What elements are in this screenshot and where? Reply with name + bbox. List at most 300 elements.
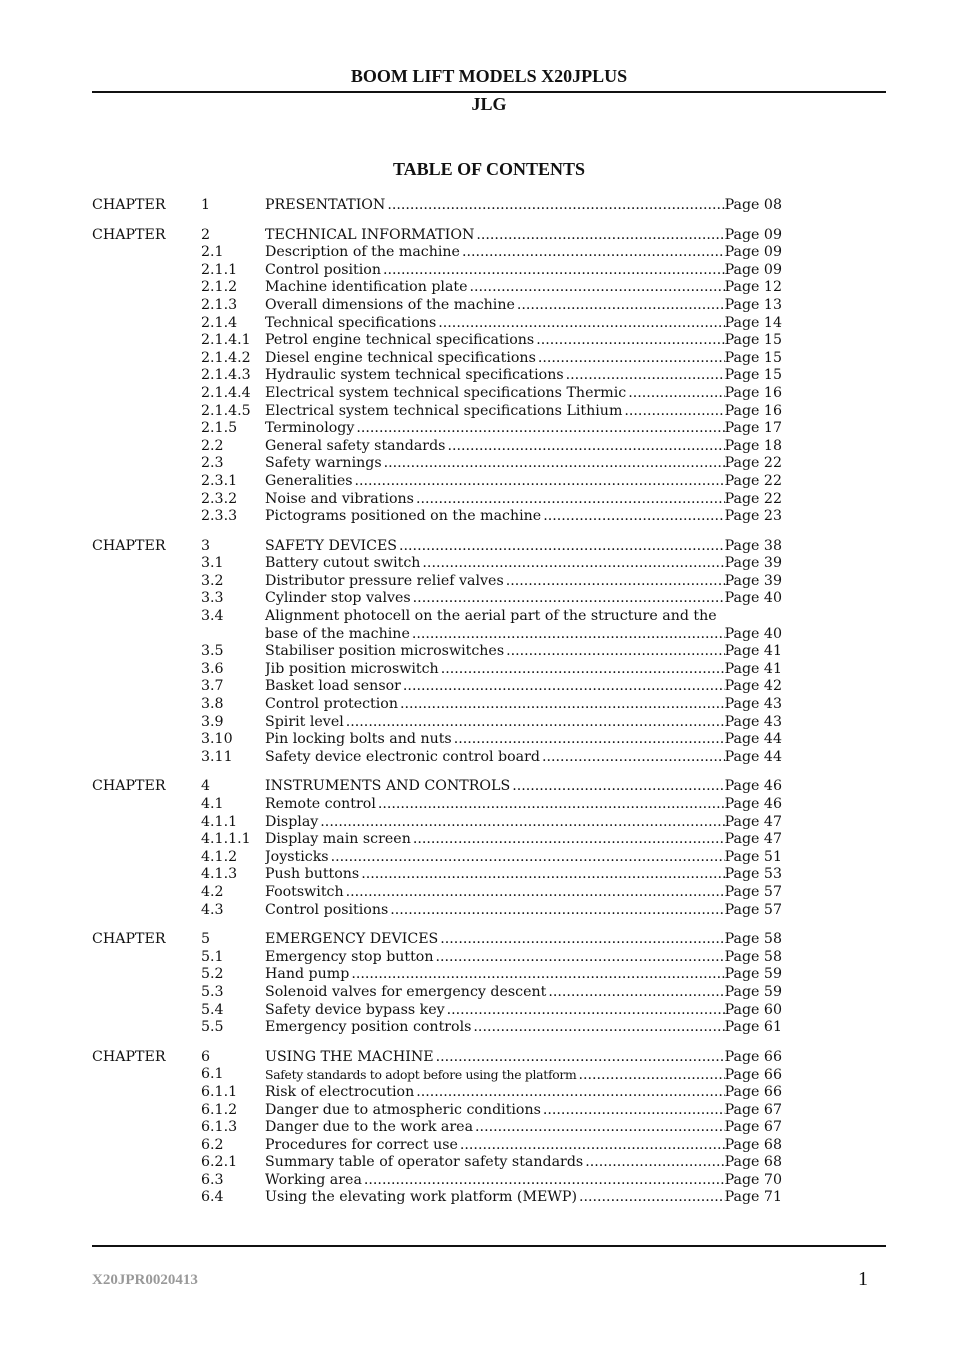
toc-entry[interactable] bbox=[92, 1066, 792, 1084]
dot-leader bbox=[383, 262, 725, 280]
page-reference: Page 40 bbox=[724, 590, 782, 607]
toc-entry[interactable] bbox=[92, 1137, 792, 1155]
toc-entry[interactable] bbox=[92, 197, 792, 215]
section-title: Noise and vibrations bbox=[265, 490, 414, 507]
entry-body bbox=[265, 197, 782, 215]
chapter-label: CHAPTER bbox=[92, 537, 166, 554]
section-number: 1 bbox=[201, 197, 211, 213]
entry-body bbox=[265, 778, 782, 796]
entry-body bbox=[265, 438, 782, 456]
dot-leader bbox=[470, 279, 725, 297]
entry-line bbox=[265, 626, 782, 644]
section-title: Battery cutout switch bbox=[265, 555, 421, 572]
toc-chapter bbox=[92, 778, 792, 919]
toc-entry[interactable] bbox=[92, 332, 792, 350]
toc-chapter bbox=[92, 227, 792, 526]
page-reference: Page 68 bbox=[724, 1136, 782, 1153]
toc-entry[interactable] bbox=[92, 227, 792, 245]
entry-line bbox=[265, 643, 782, 661]
page-reference: Page 40 bbox=[724, 625, 782, 642]
section-number: 3.4 bbox=[201, 608, 224, 625]
dot-leader bbox=[506, 643, 724, 661]
entry-line bbox=[265, 984, 782, 1002]
entry-line bbox=[265, 796, 782, 814]
entry-body bbox=[265, 279, 782, 297]
entry-line bbox=[265, 590, 782, 608]
entry-body bbox=[265, 508, 782, 526]
toc-entry[interactable] bbox=[92, 696, 792, 714]
section-title: Danger due to atmospheric conditions bbox=[265, 1101, 541, 1118]
toc-entry[interactable] bbox=[92, 367, 792, 385]
dot-leader bbox=[351, 966, 724, 984]
entry-body bbox=[265, 590, 782, 608]
section-title: Safety standards to adopt before using the platform bbox=[265, 1067, 577, 1083]
section-number: 3.1 bbox=[201, 555, 224, 572]
entry-line bbox=[265, 227, 782, 245]
entry-line bbox=[265, 491, 782, 509]
section-title: Overall dimensions of the machine bbox=[265, 296, 515, 313]
section-number: 2.1.2 bbox=[201, 279, 238, 296]
entry-body bbox=[265, 1154, 782, 1172]
section-title: Description of the machine bbox=[265, 244, 460, 261]
dot-leader bbox=[355, 473, 725, 491]
entry-body bbox=[265, 244, 782, 262]
section-number: 3.8 bbox=[201, 696, 224, 713]
toc-entry[interactable] bbox=[92, 984, 792, 1002]
dot-leader bbox=[475, 1119, 725, 1137]
toc-heading: TABLE OF CONTENTS bbox=[392, 159, 586, 179]
page-reference: Page 41 bbox=[724, 660, 782, 677]
page-reference: Page 38 bbox=[724, 537, 782, 554]
entry-line bbox=[265, 1084, 782, 1102]
section-number: 2.3.1 bbox=[201, 472, 238, 489]
section-title: Remote control bbox=[265, 796, 376, 812]
dot-leader bbox=[566, 367, 725, 385]
section-title: Stabiliser position microswitches bbox=[265, 643, 505, 660]
page-reference: Page 12 bbox=[724, 279, 782, 296]
toc-entry[interactable] bbox=[92, 455, 792, 473]
entry-body bbox=[265, 1137, 782, 1155]
toc-entry[interactable] bbox=[92, 661, 792, 679]
section-number: 4.1.1 bbox=[201, 813, 238, 830]
entry-line bbox=[265, 696, 782, 714]
entry-line bbox=[265, 884, 782, 902]
section-title: Working area bbox=[265, 1171, 362, 1188]
section-number: 6.3 bbox=[201, 1171, 224, 1188]
section-number: 3.10 bbox=[201, 731, 233, 748]
entry-line bbox=[265, 279, 782, 297]
page-reference: Page 71 bbox=[724, 1189, 782, 1206]
section-number: 2.1 bbox=[201, 244, 224, 261]
entry-line bbox=[265, 297, 782, 315]
toc-entry[interactable] bbox=[92, 831, 792, 849]
footer-rule bbox=[92, 1245, 886, 1247]
entry-body bbox=[265, 455, 782, 473]
page-reference: Page 09 bbox=[724, 226, 782, 243]
dot-leader bbox=[361, 866, 724, 884]
page-reference: Page 47 bbox=[724, 831, 782, 848]
section-number: 3.11 bbox=[201, 748, 233, 765]
toc-entry[interactable] bbox=[92, 643, 792, 661]
toc-entry[interactable] bbox=[92, 555, 792, 573]
toc-entry[interactable] bbox=[92, 1189, 792, 1207]
entry-line bbox=[265, 849, 782, 867]
entry-body bbox=[265, 949, 782, 967]
dot-leader bbox=[438, 315, 724, 333]
section-number: 4.2 bbox=[201, 883, 224, 900]
dot-leader bbox=[447, 1002, 725, 1020]
dot-leader bbox=[579, 1189, 725, 1207]
page-reference: Page 16 bbox=[724, 384, 782, 401]
entry-body bbox=[265, 608, 782, 643]
page-reference: Page 09 bbox=[724, 244, 782, 261]
entry-line bbox=[265, 949, 782, 967]
section-number: 3.5 bbox=[201, 643, 224, 660]
section-number: 3 bbox=[201, 537, 211, 554]
toc-entry[interactable] bbox=[92, 931, 792, 949]
dot-leader bbox=[387, 197, 724, 215]
section-number: 2.1.3 bbox=[201, 296, 238, 313]
section-number: 2.1.1 bbox=[201, 261, 238, 278]
dot-leader bbox=[378, 796, 725, 814]
dot-leader bbox=[413, 831, 725, 849]
dot-leader bbox=[346, 714, 725, 732]
toc-entry[interactable] bbox=[92, 1084, 792, 1102]
entry-line bbox=[265, 1154, 782, 1172]
toc-entry[interactable] bbox=[92, 473, 792, 491]
entry-line bbox=[265, 1172, 782, 1190]
page-reference: Page 43 bbox=[724, 696, 782, 713]
entry-line bbox=[265, 1119, 782, 1137]
section-number: 3.3 bbox=[201, 590, 224, 607]
section-title: Generalities bbox=[265, 472, 353, 489]
entry-line bbox=[265, 438, 782, 456]
chapter-label: CHAPTER bbox=[92, 226, 166, 243]
page-reference: Page 67 bbox=[724, 1119, 782, 1136]
dot-leader bbox=[585, 1154, 724, 1172]
dot-leader bbox=[476, 227, 724, 245]
entry-line bbox=[265, 778, 782, 796]
page-reference: Page 66 bbox=[724, 1083, 782, 1100]
page-reference: Page 43 bbox=[724, 713, 782, 730]
dot-leader bbox=[436, 949, 725, 967]
section-number: 3.9 bbox=[201, 713, 224, 730]
toc-entry[interactable] bbox=[92, 262, 792, 280]
entry-line bbox=[265, 1189, 782, 1207]
section-number: 2.3.3 bbox=[201, 508, 238, 525]
toc-entry[interactable] bbox=[92, 279, 792, 297]
entry-body bbox=[265, 350, 782, 368]
section-number: 6.1 bbox=[201, 1066, 224, 1083]
section-title: Procedures for correct use bbox=[265, 1136, 458, 1153]
page-reference: Page 61 bbox=[724, 1019, 782, 1036]
section-title-continued: base of the machine bbox=[265, 625, 410, 642]
section-number: 2.3.2 bbox=[201, 490, 238, 507]
toc-entry[interactable] bbox=[92, 315, 792, 333]
dot-leader bbox=[536, 332, 724, 350]
section-number: 5 bbox=[201, 931, 211, 948]
dot-leader bbox=[578, 1067, 724, 1085]
page-reference: Page 46 bbox=[724, 796, 782, 812]
entry-body bbox=[265, 966, 782, 984]
section-number: 3.7 bbox=[201, 678, 224, 695]
section-title: Terminology bbox=[265, 420, 355, 437]
section-number: 4.1.1.1 bbox=[201, 831, 251, 848]
dot-leader bbox=[416, 491, 725, 509]
toc-entry[interactable] bbox=[92, 714, 792, 732]
toc-entry[interactable] bbox=[92, 1049, 792, 1067]
toc-entry[interactable] bbox=[92, 796, 792, 814]
dot-leader bbox=[412, 626, 725, 644]
entry-body bbox=[265, 984, 782, 1002]
entry-body bbox=[265, 1189, 782, 1207]
page-reference: Page 59 bbox=[724, 966, 782, 983]
toc-entry[interactable] bbox=[92, 244, 792, 262]
toc-entry[interactable] bbox=[92, 508, 792, 526]
entry-line bbox=[265, 749, 782, 767]
toc-chapter bbox=[92, 197, 792, 215]
section-number: 2.1.4.2 bbox=[201, 349, 251, 366]
entry-line bbox=[265, 661, 782, 679]
entry-line bbox=[265, 1049, 782, 1067]
toc-entry[interactable] bbox=[92, 573, 792, 591]
section-number: 6.1.1 bbox=[201, 1083, 238, 1100]
entry-body bbox=[265, 420, 782, 438]
section-number: 4.1 bbox=[201, 796, 224, 812]
dot-leader bbox=[542, 749, 725, 767]
dot-leader bbox=[460, 1137, 725, 1155]
dot-leader bbox=[473, 1019, 724, 1037]
section-title: Machine identification plate bbox=[265, 279, 468, 296]
toc-entry[interactable] bbox=[92, 297, 792, 315]
entry-body bbox=[265, 297, 782, 315]
entry-body bbox=[265, 1119, 782, 1137]
section-title: Electrical system technical specifications Thermic bbox=[265, 384, 627, 401]
entry-line bbox=[265, 678, 782, 696]
entry-line bbox=[265, 367, 782, 385]
page-reference: Page 46 bbox=[724, 778, 782, 795]
document-title: BOOM LIFT MODELS X20JPLUS bbox=[350, 66, 628, 86]
page-reference: Page 66 bbox=[724, 1067, 782, 1084]
section-number: 2.1.4.4 bbox=[201, 384, 251, 401]
dot-leader bbox=[346, 884, 725, 902]
entry-body bbox=[265, 315, 782, 333]
page-reference: Page 51 bbox=[724, 848, 782, 865]
section-title: Joysticks bbox=[265, 848, 329, 865]
section-title: SAFETY DEVICES bbox=[265, 537, 398, 554]
dot-leader bbox=[413, 590, 725, 608]
entry-body bbox=[265, 678, 782, 696]
section-title: Safety warnings bbox=[265, 455, 382, 472]
page-reference: Page 60 bbox=[724, 1001, 782, 1018]
entry-line bbox=[265, 332, 782, 350]
entry-line bbox=[265, 555, 782, 573]
entry-body bbox=[265, 849, 782, 867]
dot-leader bbox=[462, 244, 725, 262]
entry-body bbox=[265, 884, 782, 902]
entry-body bbox=[265, 367, 782, 385]
section-title: Risk of electrocution bbox=[265, 1083, 415, 1100]
entry-body bbox=[265, 714, 782, 732]
section-title: TECHNICAL INFORMATION bbox=[265, 226, 475, 243]
section-title: Hand pump bbox=[265, 966, 350, 983]
page-reference: Page 09 bbox=[724, 261, 782, 278]
toc-entry[interactable] bbox=[92, 949, 792, 967]
entry-line bbox=[265, 244, 782, 262]
toc-entry[interactable] bbox=[92, 749, 792, 767]
entry-line bbox=[265, 385, 782, 403]
section-number: 4.1.3 bbox=[201, 866, 238, 883]
toc-entry[interactable] bbox=[92, 1119, 792, 1137]
entry-line bbox=[265, 350, 782, 368]
toc-entry[interactable] bbox=[92, 1102, 792, 1120]
entry-body bbox=[265, 1049, 782, 1067]
entry-body bbox=[265, 749, 782, 767]
toc-entry[interactable] bbox=[92, 966, 792, 984]
toc-entry[interactable] bbox=[92, 1172, 792, 1190]
section-title: Control position bbox=[265, 261, 381, 278]
entry-body bbox=[265, 262, 782, 280]
dot-leader bbox=[543, 1102, 725, 1120]
toc-entry[interactable] bbox=[92, 350, 792, 368]
section-number: 6.2 bbox=[201, 1136, 224, 1153]
dot-leader bbox=[364, 1172, 725, 1190]
page-reference: Page 22 bbox=[724, 490, 782, 507]
entry-line bbox=[265, 403, 782, 421]
section-number: 5.1 bbox=[201, 948, 224, 965]
section-title: Safety device electronic control board bbox=[265, 748, 541, 765]
dot-leader bbox=[548, 984, 724, 1002]
dot-leader bbox=[441, 661, 725, 679]
dot-leader bbox=[331, 849, 725, 867]
entry-body bbox=[265, 731, 782, 749]
section-title: PRESENTATION bbox=[265, 197, 386, 213]
section-number: 2.1.5 bbox=[201, 420, 238, 437]
section-number: 5.4 bbox=[201, 1001, 224, 1018]
entry-body bbox=[265, 332, 782, 350]
toc-entry[interactable] bbox=[92, 420, 792, 438]
dot-leader bbox=[390, 902, 724, 920]
page-reference: Page 16 bbox=[724, 402, 782, 419]
toc-entry[interactable] bbox=[92, 884, 792, 902]
toc-entry[interactable] bbox=[92, 608, 792, 643]
toc-entry[interactable] bbox=[92, 902, 792, 920]
toc-entry[interactable] bbox=[92, 1002, 792, 1020]
section-title: Safety device bypass key bbox=[265, 1001, 445, 1018]
toc-entry[interactable] bbox=[92, 1019, 792, 1037]
entry-line bbox=[265, 262, 782, 280]
dot-leader bbox=[454, 731, 725, 749]
toc-entry[interactable] bbox=[92, 731, 792, 749]
entry-body bbox=[265, 1002, 782, 1020]
page-reference: Page 15 bbox=[724, 349, 782, 366]
entry-line bbox=[265, 931, 782, 949]
entry-line bbox=[265, 966, 782, 984]
entry-line bbox=[265, 420, 782, 438]
page-reference: Page 23 bbox=[724, 508, 782, 525]
section-number: 2.1.4 bbox=[201, 314, 238, 331]
section-title: Push buttons bbox=[265, 866, 360, 883]
toc-entry[interactable] bbox=[92, 403, 792, 421]
document-code: X20JPR0020413 bbox=[92, 1272, 198, 1288]
entry-body bbox=[265, 538, 782, 556]
page-reference: Page 47 bbox=[724, 813, 782, 830]
section-number: 2.2 bbox=[201, 437, 224, 454]
entry-body bbox=[265, 555, 782, 573]
page-reference: Page 44 bbox=[724, 731, 782, 748]
toc-entry[interactable] bbox=[92, 678, 792, 696]
section-title: Emergency position controls bbox=[265, 1019, 472, 1036]
entry-body bbox=[265, 1172, 782, 1190]
dot-leader bbox=[422, 555, 724, 573]
toc-entry[interactable] bbox=[92, 590, 792, 608]
entry-body bbox=[265, 814, 782, 832]
dot-leader bbox=[320, 814, 724, 832]
section-title: Alignment photocell on the aerial part of the structure and the bbox=[265, 608, 717, 625]
section-number: 2.3 bbox=[201, 455, 224, 472]
dot-leader bbox=[356, 420, 724, 438]
page-reference: Page 41 bbox=[724, 643, 782, 660]
section-title: Diesel engine technical specifications bbox=[265, 349, 536, 366]
dot-leader bbox=[538, 350, 725, 368]
entry-body bbox=[265, 403, 782, 421]
toc-entry[interactable] bbox=[92, 538, 792, 556]
entry-line bbox=[265, 1066, 782, 1085]
entry-body bbox=[265, 1066, 782, 1085]
section-title: Danger due to the work area bbox=[265, 1119, 474, 1136]
section-title: Cylinder stop valves bbox=[265, 590, 411, 607]
section-title: Display main screen bbox=[265, 831, 411, 848]
entry-body bbox=[265, 1102, 782, 1120]
entry-line bbox=[265, 1102, 782, 1120]
section-title: General safety standards bbox=[265, 437, 446, 454]
page-reference: Page 57 bbox=[724, 883, 782, 900]
page-reference: Page 67 bbox=[724, 1101, 782, 1118]
entry-line bbox=[265, 573, 782, 591]
section-title: Spirit level bbox=[265, 713, 344, 730]
section-number: 4.1.2 bbox=[201, 848, 238, 865]
section-title: EMERGENCY DEVICES bbox=[265, 931, 439, 948]
section-title: Control positions bbox=[265, 901, 389, 918]
chapter-label: CHAPTER bbox=[92, 931, 166, 948]
page-reference: Page 17 bbox=[724, 420, 782, 437]
entry-body bbox=[265, 385, 782, 403]
section-title: Emergency stop button bbox=[265, 948, 434, 965]
entry-line bbox=[265, 1002, 782, 1020]
entry-body bbox=[265, 931, 782, 949]
entry-body bbox=[265, 696, 782, 714]
toc-entry[interactable] bbox=[92, 438, 792, 456]
page-reference: Page 53 bbox=[724, 866, 782, 883]
entry-body bbox=[265, 796, 782, 814]
toc-entry[interactable] bbox=[92, 385, 792, 403]
toc-entry[interactable] bbox=[92, 1154, 792, 1172]
toc-entry[interactable] bbox=[92, 814, 792, 832]
page-reference: Page 70 bbox=[724, 1171, 782, 1188]
section-title: Jib position microswitch bbox=[265, 660, 439, 677]
section-title: Pictograms positioned on the machine bbox=[265, 508, 542, 525]
section-title: Using the elevating work platform (MEWP) bbox=[265, 1189, 577, 1206]
toc-entry[interactable] bbox=[92, 491, 792, 509]
dot-leader bbox=[517, 297, 725, 315]
toc-entry[interactable] bbox=[92, 849, 792, 867]
toc-entry[interactable] bbox=[92, 778, 792, 796]
section-number: 4 bbox=[201, 778, 211, 795]
toc-entry[interactable] bbox=[92, 866, 792, 884]
page-reference: Page 15 bbox=[724, 367, 782, 384]
page-reference: Page 66 bbox=[724, 1048, 782, 1065]
section-title: Hydraulic system technical specifications bbox=[265, 367, 564, 384]
